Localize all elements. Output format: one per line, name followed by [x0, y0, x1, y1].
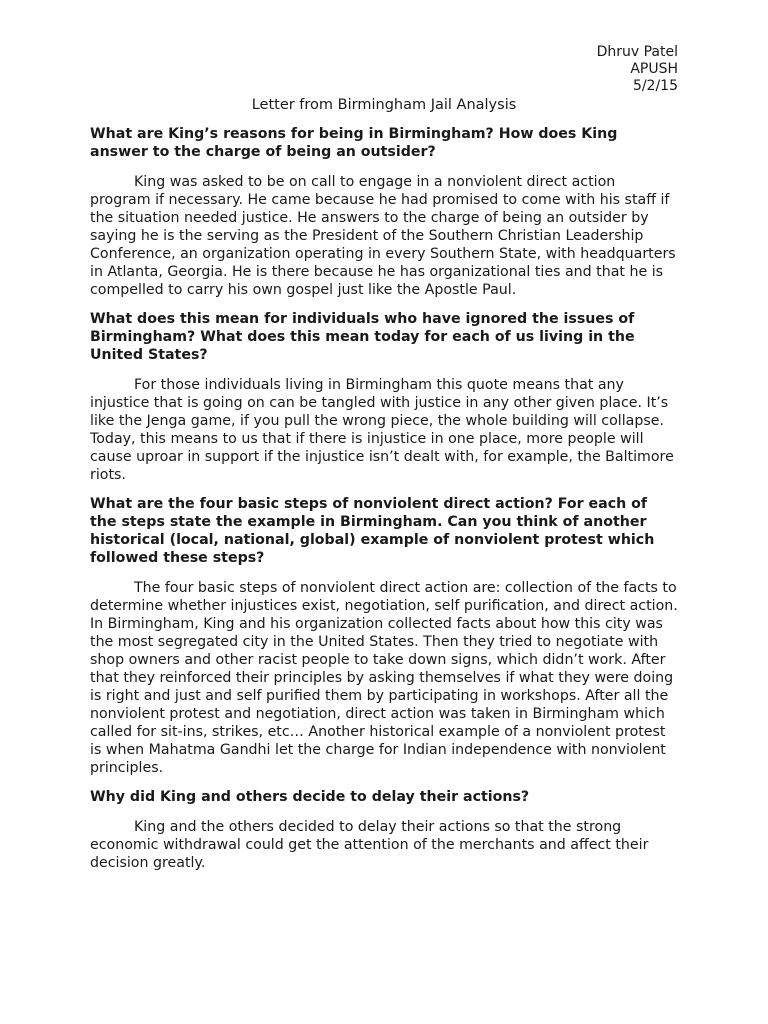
answer-1: King was asked to be on call to engage in a nonviolent direct action program if necessary. He came because he had promised to come with his staff if the situation needed justice. He answers to the charge of being an outsider by saying he is the serving as the President of the Southern Christian Leadership Conference, an organization operating in every Southern State, with headquarters in Atlanta, Georgia. He is there because he has organizational ties and that he is compelled to carry his own gospel just like the Apostle Paul.	[90, 174, 676, 298]
course-name: APUSH	[630, 61, 678, 77]
question-2: What does this mean for individuals who have ignored the issues of Birmingham? What does this mean today for each of us living in the United States?	[90, 311, 635, 363]
document-date: 5/2/15	[632, 78, 678, 94]
question-4: Why did King and others decide to delay their actions?	[90, 789, 530, 805]
section-reasons	[90, 125, 678, 299]
section-individuals	[90, 310, 678, 484]
author-name: Dhruv Patel	[596, 44, 678, 60]
section-delay	[90, 788, 678, 872]
section-four-steps	[90, 495, 678, 777]
answer-4: King and the others decided to delay their actions so that the strong economic withdrawal could get the attention of the merchants and affect their decision greatly.	[90, 819, 649, 871]
answer-3: The four basic steps of nonviolent direct action are: collection of the facts to determine whether injustices exist, negotiation, self purification, and direct action. In Birmingham, King and his organization collected facts about how this city was the most segregated city in the United States. Then they tried to negotiate with shop owners and other racist people to take down signs, which didn’t work. After that they reinforced their principles by asking themselves if what they were doing is right and just and self purified them by participating in workshops. After all the nonviolent protest and negotiation, direct action was taken in Birmingham which called for sit-ins, strikes, etc… Another historical example of a nonviolent protest is when Mahatma Gandhi let the charge for Indian independence with nonviolent principles.	[90, 580, 678, 776]
question-3: What are the four basic steps of nonviolent direct action? For each of the steps state the example in Birmingham. Can you think of another historical (local, national, global) example of nonviolent protest which followed these steps?	[90, 496, 655, 566]
question-1: What are King’s reasons for being in Birmingham? How does King answer to the charge of being an outsider?	[90, 126, 618, 160]
document-title: Letter from Birmingham Jail Analysis	[251, 97, 517, 113]
answer-2: For those individuals living in Birmingham this quote means that any injustice that is going on can be tangled with justice in any other given place. It’s like the Jenga game, if you pull the wrong piece, the whole building will collapse. Today, this means to us that if there is injustice in one place, more people will cause uproar in support if the injustice isn’t dealt with, for example, the Baltimore riots.	[90, 377, 674, 483]
header-block	[597, 44, 678, 95]
document-body	[90, 125, 678, 883]
